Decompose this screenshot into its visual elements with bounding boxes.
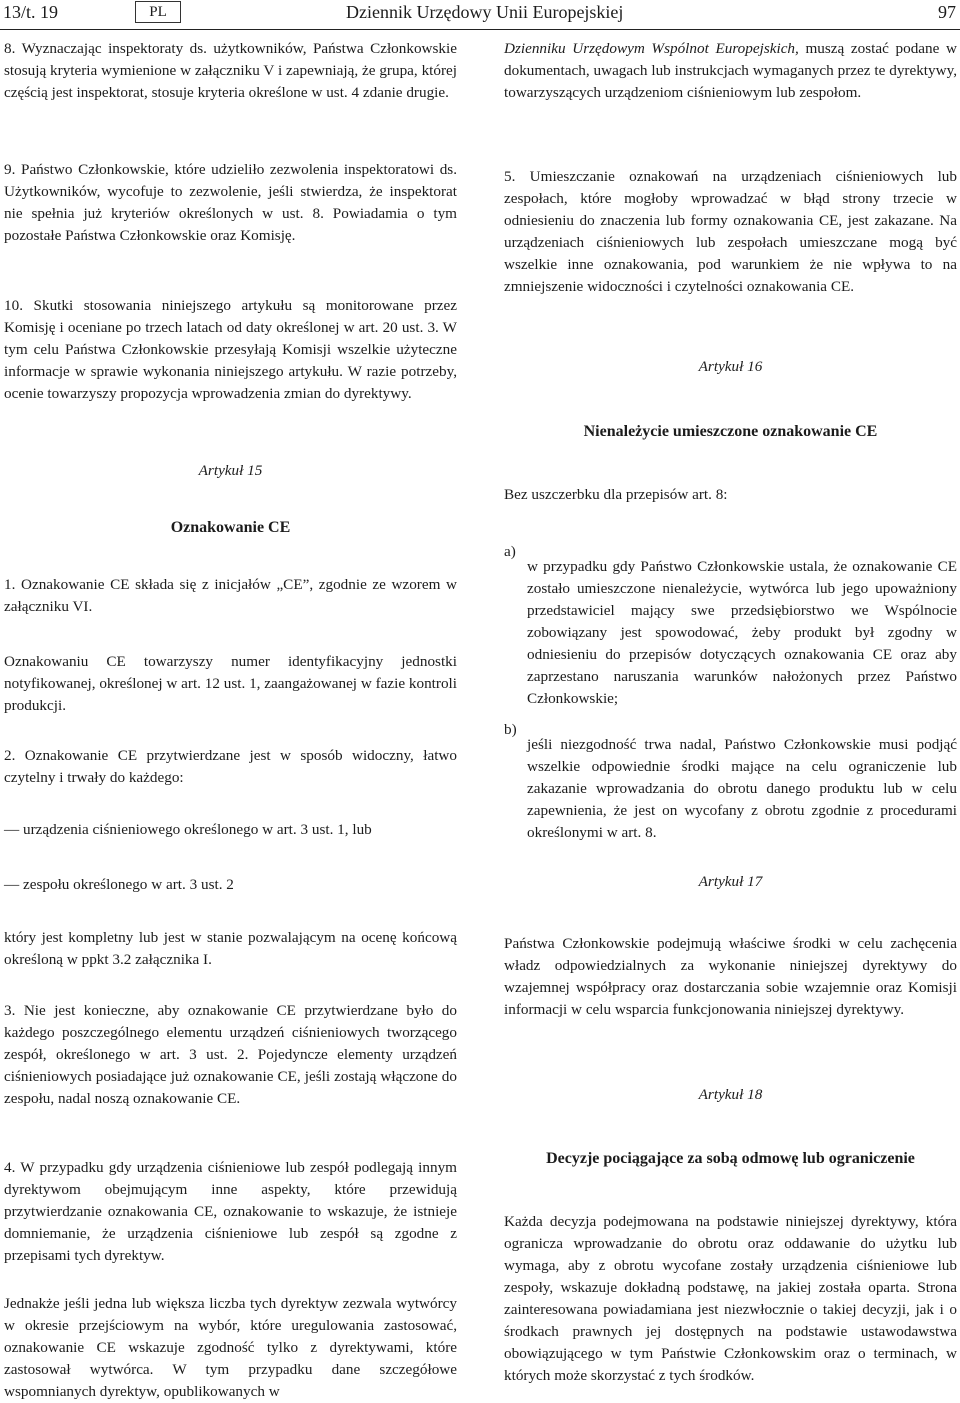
art17-paragraph: Państwa Członkowskie podejmują właściwe środki w celu zachęcenia władz odpowiedzialnych za wykonanie niniejszej dyrektywy do wzajemnej współpracy oraz dostarczania sobie wzajemnie oraz Komisji informacji w celu wsparcia funkcjonowania niniejszej dyrektywy. [504,935,957,1018]
art15-paragraph-2: 2. Oznakowanie CE przytwierdzane jest w sposób widoczny, łatwo czytelny i trwały do każdego: [4,747,457,786]
article-15-title: Oznakowanie CE [170,519,291,536]
article-16-title: Nienależycie umieszczone oznakowanie CE [583,423,878,440]
art15-dash-1: — urządzenia ciśnieniowego określonego w art. 3 ust. 1, lub [4,821,372,838]
art15-paragraph-2b: który jest kompletny lub jest w stanie pozwalającym na ocenę końcową określoną w ppkt 3.2 załącznika I. [4,929,457,968]
article-17-label: Artykuł 17 [698,873,763,890]
art15-paragraph-4b: Jednakże jeśli jedna lub większa liczba tych dyrektyw zezwala wytwórcy w okresie przejściowym na wybór, które uregulowania zastosować, oznakowanie CE wskazuje zgodność tylko z dyrektywami, które zastosował wytwórca. W tym przypadku dane szczegółowe wspomnianych dyrektyw, opublikowanych w [4,1295,457,1400]
article-16-label: Artykuł 16 [698,358,763,375]
paragraph-9: 9. Państwo Członkowskie, które udzieliło zezwolenia inspektoratowi ds. Użytkowników, wycofuje to zezwolenie, jeśli stwierdza, że inspektorat nie spełnia już kryteriów określonych w ust. 8. Powiadamia o tym pozostałe Państwa Członkowskie oraz Komisję. [4,161,457,244]
page-number: 97 [938,2,956,22]
journal-title: Dziennik Urzędowy Unii Europejskiej [346,2,624,22]
art15-paragraph-1b: Oznakowaniu CE towarzyszy numer identyfikacyjny jednostki notyfikowanej, określonej w art. 12 ust. 1, zaangażowanej w fazie kontroli produkcji. [4,653,457,714]
header-rule [0,29,960,30]
art16-intro: Bez uszczerbku dla przepisów art. 8: [504,486,728,503]
art15-paragraph-1: 1. Oznakowanie CE składa się z inicjałów „CE”, zgodnie ze wzorem w załączniku VI. [4,576,457,615]
item-b-label: b) [504,721,517,738]
art16-item-a: a) w przypadku gdy Państwo Członkowskie ustala, że oznakowanie CE zostało umieszczone nienależycie, wytwórca lub jego upoważniony przedstawiciel mający swe przedsiębiorstwo we Wspólnocie zobowiązany jest spowodować, żeby produkt był zgodny w odniesieniu do przepisów dotyczących oznakowania CE oraz aby zaprzestano naruszania warunków nałożonych przez Państwo Członkowskie; [504,543,957,708]
journal-reference: Dzienniku Urzędowym Wspólnot Europejskich, [504,40,799,57]
issue-number: 13/t. 19 [3,2,59,22]
art15-paragraph-3: 3. Nie jest konieczne, aby oznakowanie CE przytwierdzane było do każdego poszczególnego elementu urządzeń ciśnieniowych tworzącego zespół, określonego w art. 3 ust. 2. Pojedyncze elementy urządzeń ciśnieniowych posiadające już oznakowanie CE, jeśli zostają włączone do zespołu, nadal noszą oznakowanie CE. [4,1002,457,1107]
paragraph-8: 8. Wyznaczając inspektoraty ds. użytkowników, Państwa Członkowskie stosują kryteria wymienione w załączniku V i zapewniają, że grupa, której częścią jest inspektorat, stosuje kryteria określone w ust. 4 zdanie drugie. [4,40,457,101]
item-a-label: a) [504,543,516,560]
article-18-label: Artykuł 18 [698,1086,763,1103]
article-15-label: Artykuł 15 [198,462,263,479]
paragraph-5: 5. Umieszczanie oznakowań na urządzeniach ciśnieniowych lub zespołach, które mogłoby wprowadzać w błąd strony trzecie w odniesieniu do znaczenia lub formy oznakowania CE, jest zakazane. Na urządzeniach ciśnieniowych lub zespołach umieszczane mogą być wszelkie inne oznakowania, pod warunkiem że nie wpływa to na zmniejszenie widoczności i czytelności oznakowania CE. [504,168,957,295]
continued-paragraph: Dzienniku Urzędowym Wspólnot Europejskich, muszą zostać podane w dokumentach, uwagach lub instrukcjach wymaganych przez te dyrektywy, towarzyszących urządzeniom ciśnieniowym lub zespołom. [504,40,957,101]
article-18-title: Decyzje pociągające za sobą odmowę lub ograniczenie [546,1150,915,1167]
art18-paragraph: Każda decyzja podejmowana na podstawie niniejszej dyrektywy, która ogranicza wprowadzanie do obrotu oraz oddawanie do użytku lub wymaga, aby z obrotu wycofane zostały urządzenia ciśnieniowe lub zespoły, wskazuje dokładną podstawę, na jakiej została oparta. Strona zainteresowana powiadamiana jest niezwłocznie o takiej decyzji, jak i o środkach prawnych jej dostępnych na podstawie ustawodawstwa obowiązującego w tym Państwie Członkowskim oraz o terminach, w których może skorzystać z tych środków. [504,1213,957,1384]
art16-item-b: b) jeśli niezgodność trwa nadal, Państwo Członkowskie musi podjąć wszelkie odpowiednie środki mające na celu ograniczenie lub zakazanie wprowadzania do obrotu danego produktu lub w celu zapewnienia, że jest on wycofany z obrotu zgodnie z procedurami określonymi w art. 8. [504,721,957,842]
art15-paragraph-4: 4. W przypadku gdy urządzenia ciśnieniowe lub zespół podlegają innym dyrektywom obejmującym inne aspekty, które przewidują przytwierdzanie oznakowania CE, oznakowanie to wskazuje, że istnieje domniemanie, że urządzenia ciśnieniowe lub zespół są zgodne z przepisami tych dyrektyw. [4,1159,457,1264]
art15-dash-2: — zespołu określonego w art. 3 ust. 2 [4,876,234,893]
paragraph-10: 10. Skutki stosowania niniejszego artykułu są monitorowane przez Komisję i oceniane po trzech latach od daty określonej w art. 20 ust. 3. W tym celu Państwa Członkowskie przesyłają Komisji wszelkie użyteczne informacje w sprawie wykonania niniejszego artykułu. W razie potrzeby, ocenie towarzyszy propozycja wprowadzenia zmian do dyrektywy. [4,297,457,402]
language-box: PL [135,1,181,23]
page-header [0,0,960,30]
